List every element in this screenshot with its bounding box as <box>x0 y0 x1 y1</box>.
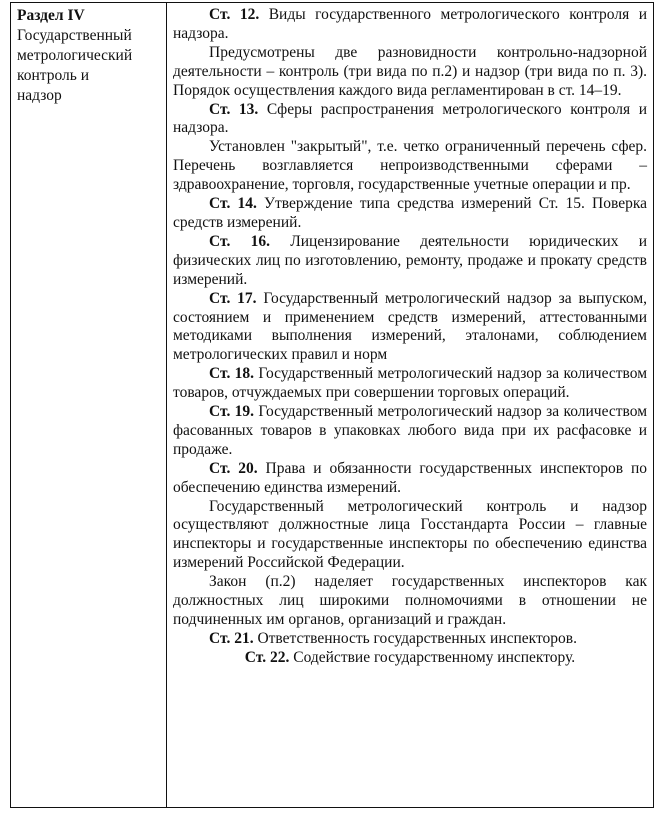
paragraph <box>173 44 647 101</box>
paragraph <box>173 498 647 574</box>
article-number: Ст. 17. <box>209 289 257 307</box>
paragraph-text: Установлен "закрытый", т.е. четко ограниченный перечень сфер. Перечень возглавляется непроизводственными сферами – здравоохранение, торговля, государственные учетные операции и пр. <box>173 138 647 194</box>
paragraph-text: Утверждение типа средства измерений Ст. 15. Поверка средств измерений. <box>173 195 647 231</box>
section-name-line: контроль и <box>17 67 90 84</box>
paragraph-text: Ответственность государственных инспекторов. <box>253 629 578 647</box>
article-number: Ст. 20. <box>209 459 258 477</box>
paragraph-text: Права и обязанности государственных инспекторов по обеспечению единства измерений. <box>173 459 647 496</box>
article-number: Ст. 19. <box>209 403 255 421</box>
paragraph <box>173 195 647 233</box>
paragraph <box>173 233 647 290</box>
paragraph <box>173 403 647 460</box>
paragraph-text: Закон (п.2) наделяет государственных инспекторов как должностных лиц широкими полномочиями в отношении не подчиненных им органов, организаций и граждан. <box>173 573 647 628</box>
paragraph-text: Содействие государственному инспектору. <box>289 648 576 666</box>
paragraph <box>173 365 647 403</box>
section-label-cell <box>11 3 167 807</box>
section-name-line: Государственный <box>17 27 132 44</box>
paragraph-text: Лицензирование деятельности юридических и физических лиц по изготовлению, ремонту, продаже и прокату средств измерений. <box>173 232 647 288</box>
paragraph-text: Виды государственного метрологического контроля и надзора. <box>173 6 648 42</box>
section-table <box>10 2 654 808</box>
article-number: Ст. 12. <box>209 6 260 23</box>
paragraph-text: Государственный метрологический контроль и надзор осуществляют должностные лица Госстандарта России – главные инспекторы и государственные инспекторы по обеспечению единства измерений Российской Федерации. <box>173 497 647 572</box>
article-number: Ст. 22. <box>244 648 290 666</box>
section-title: Раздел IV <box>17 7 85 24</box>
paragraph-text: Государственный метрологический надзор за выпуском, состоянием и применением средств измерений, аттестованными методиками выполнения измерений, эталонами, соблюдением метрологических правил и норм <box>173 289 648 364</box>
article-number: Ст. 16. <box>209 232 270 250</box>
paragraph <box>173 630 647 649</box>
paragraph-text: Сферы распространения метрологического контроля и надзора. <box>173 100 647 137</box>
paragraph-text: Государственный метрологический надзор за количеством товаров, отчуждаемых при совершении торговых операций. <box>173 365 648 402</box>
paragraph-text: Предусмотрены две разновидности контрольно-надзорной деятельности – контроль (три вида по п.2) и надзор (три вида по п. 3). Порядок осуществления каждого вида регламентирован в ст. 14–19. <box>173 43 647 99</box>
paragraph-text: Государственный метрологический надзор за количеством фасованных товаров в упаковках любого вида при их расфасовке и продаже. <box>173 403 648 458</box>
paragraph <box>173 573 647 630</box>
section-content-cell <box>167 3 653 807</box>
paragraph <box>173 460 647 498</box>
paragraph <box>173 101 647 139</box>
paragraph <box>173 138 647 195</box>
article-number: Ст. 21. <box>209 629 254 647</box>
article-number: Ст. 14. <box>209 195 257 213</box>
paragraph <box>173 649 647 668</box>
section-name-line: надзор <box>17 87 62 104</box>
section-name-line: метрологический <box>17 47 133 64</box>
article-number: Ст. 18. <box>209 365 255 383</box>
article-number: Ст. 13. <box>209 100 259 118</box>
paragraph <box>173 6 647 44</box>
paragraph <box>173 290 647 366</box>
